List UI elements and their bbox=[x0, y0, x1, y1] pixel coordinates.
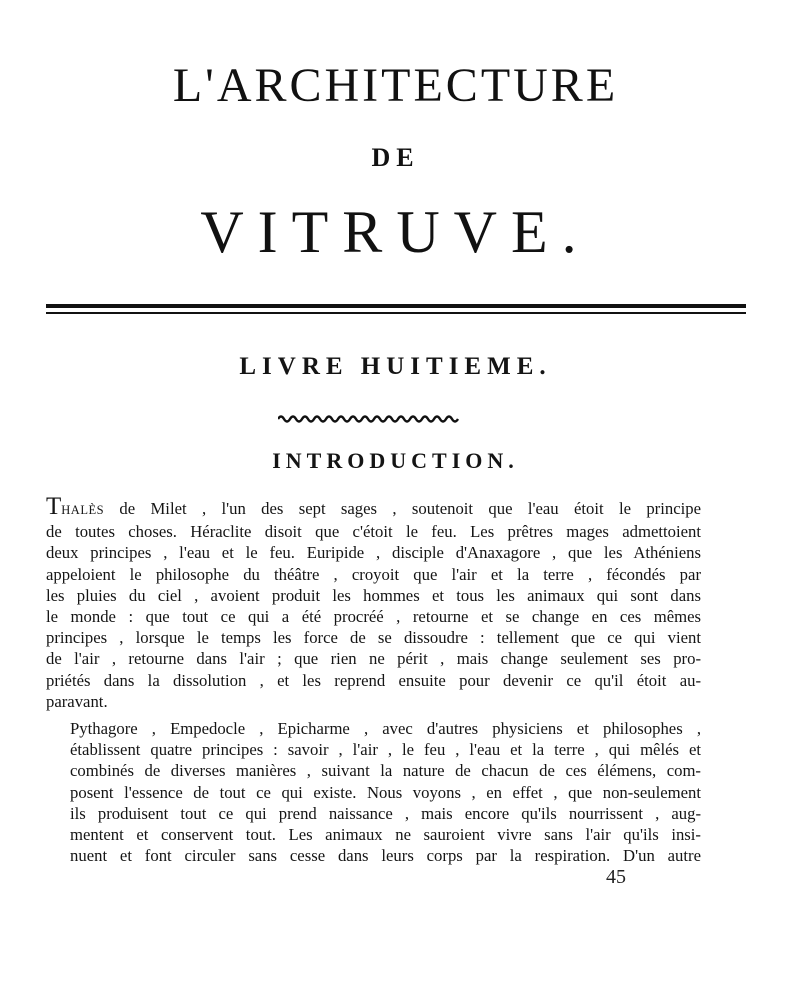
paragraph-2 bbox=[46, 718, 701, 866]
opening-word bbox=[46, 493, 105, 520]
opening-smallcaps: HALÈS bbox=[61, 503, 105, 517]
title-line-de: DE bbox=[371, 143, 420, 172]
drop-cap: T bbox=[46, 493, 62, 520]
paragraph-2-line: Pythagore , Empedocle , Epicharme , avec d'autres physiciens et philosophes , bbox=[70, 719, 701, 738]
paragraph-2-line: mentent et conservent tout. Les animaux ne sauroient vivre sans l'air qu'ils insi- bbox=[70, 825, 701, 845]
paragraph-1-line: de l'air , retourne dans l'air ; que rien ne périt , mais change seulement ses pro- bbox=[46, 649, 701, 669]
paragraph-1-line: principes , lorsque le temps les force de se dissoudre : tellement que ce qui vient bbox=[46, 628, 701, 648]
paragraph-1 bbox=[46, 493, 701, 712]
page-number: 45 bbox=[606, 866, 626, 888]
paragraph-2-line: ils produisent tout ce qui prend naissance , mais encore qu'ils nourrissent , aug- bbox=[70, 803, 701, 823]
paragraph-2-line: combinés de diverses manières , suivant la nature de chacun de ces élémens, com- bbox=[70, 761, 701, 781]
paragraph-1-line bbox=[46, 493, 701, 521]
paragraph-1-line: priétés dans la dissolution , et les reprend ensuite pour devenir ce qu'il étoit au- bbox=[46, 670, 701, 690]
book-title: LIVRE HUITIEME. bbox=[239, 353, 552, 380]
paragraph-2-line: nuent et font circuler sans cesse dans leurs corps par la respiration. D'un autre bbox=[70, 846, 701, 866]
paragraph-1-line: deux principes , l'eau et le feu. Euripide , disciple d'Anaxagore , que les Athéniens bbox=[46, 543, 701, 563]
title-line-vitruve: VITRUVE. bbox=[200, 199, 591, 265]
double-rule-thin bbox=[46, 312, 746, 314]
paragraph-1-line: appeloient le philosophe du théâtre , croyoit que l'air et la terre , fécondés par bbox=[46, 564, 701, 584]
section-title: INTRODUCTION. bbox=[272, 448, 519, 473]
title-line-architecture: L'ARCHITECTURE bbox=[172, 59, 619, 112]
ornament-squiggle bbox=[278, 413, 460, 425]
paragraph-1-line-text: de Milet , l'un des sept sages , soutenoit que l'eau étoit le principe bbox=[104, 499, 701, 518]
paragraph-1-line: de toutes choses. Héraclite disoit que c'étoit le feu. Les prêtres mages admettoient bbox=[46, 522, 701, 542]
paragraph-2-line: posent l'essence de tout ce qui existe. Nous voyons , en effet , que non-seulement bbox=[70, 782, 701, 802]
paragraph-2-line: établissent quatre principes : savoir , l'air , le feu , l'eau et la terre , qui mêlés et bbox=[70, 740, 701, 760]
paragraph-1-line: les pluies du ciel , avoient produit les hommes et tous les animaux qui sont dans bbox=[46, 585, 701, 605]
paragraph-1-line: le monde : que tout ce qui a été procréé , retourne et se change en ces mêmes bbox=[46, 607, 701, 627]
paragraph-1-line: paravant. bbox=[46, 691, 108, 711]
double-rule-thick bbox=[46, 304, 746, 308]
